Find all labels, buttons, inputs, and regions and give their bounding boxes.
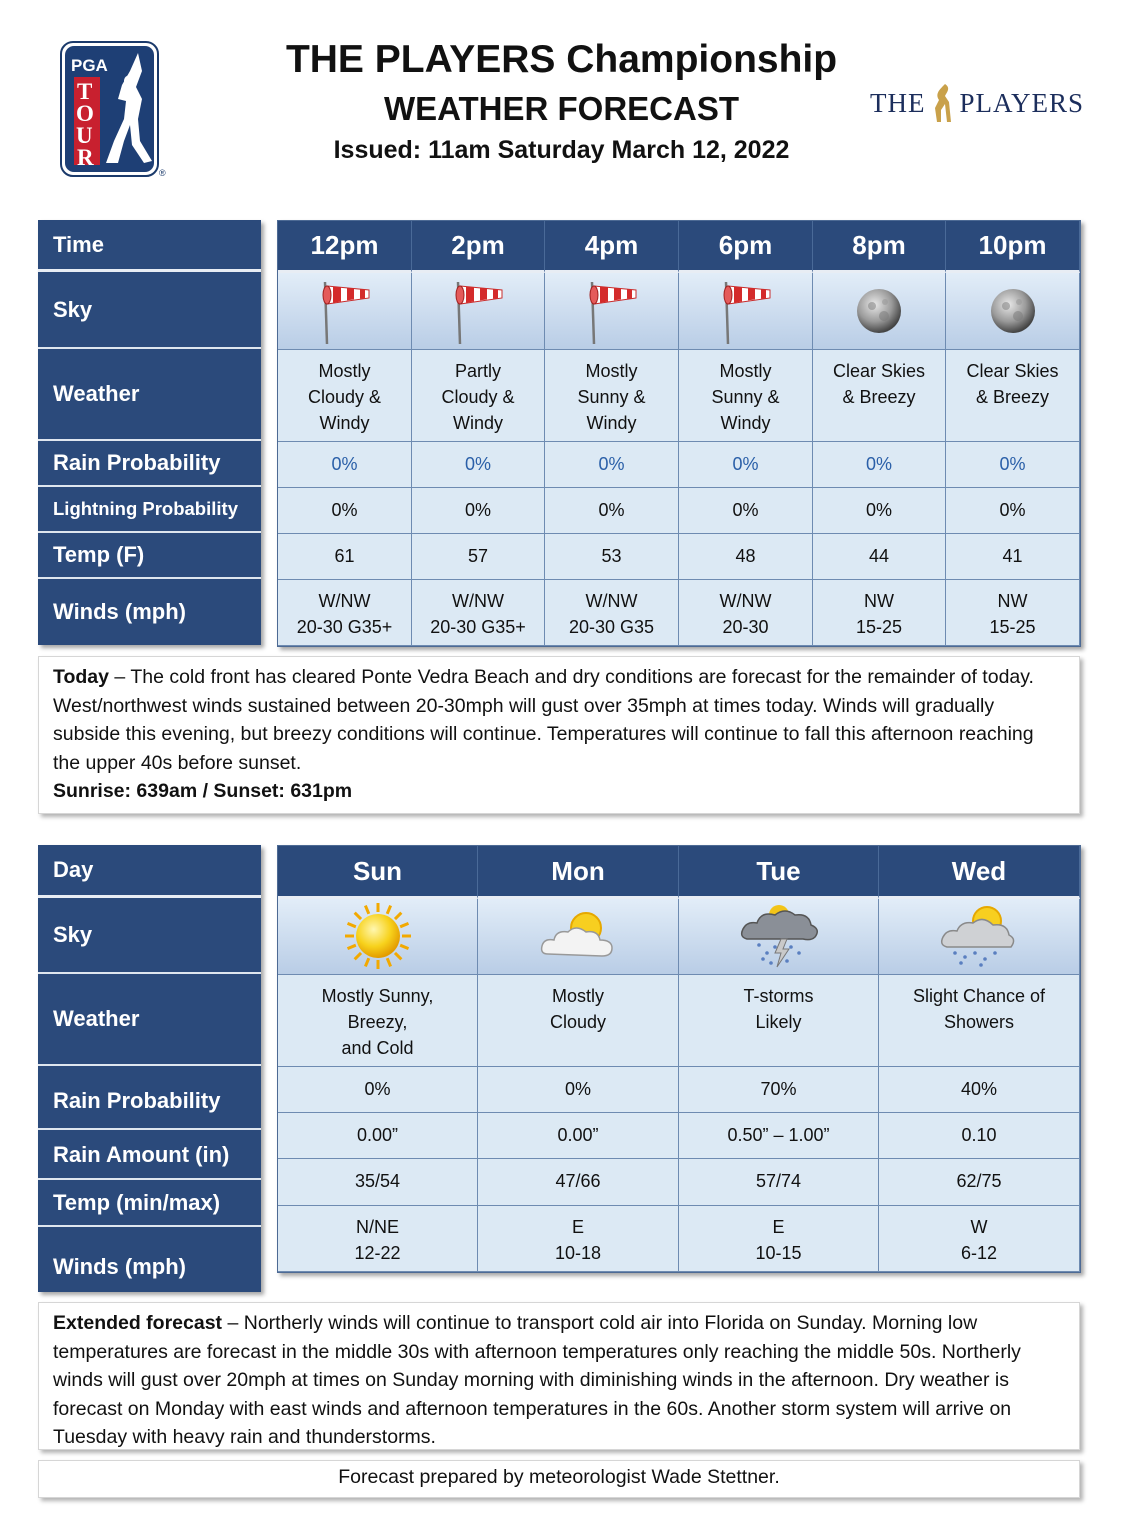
daily-header-Tue: Tue — [679, 846, 879, 899]
daily-temp-cell: 35/54 — [278, 1159, 478, 1206]
hourly-sky-cell — [545, 273, 679, 350]
issued-date: Issued: 11am Saturday March 12, 2022 — [333, 136, 790, 164]
hourly-lightning-cell: 0% — [545, 488, 679, 534]
daily-header-Mon: Mon — [478, 846, 679, 899]
hourly-sky-cell — [946, 273, 1080, 350]
daily-amount-cell: 0.50” – 1.00” — [679, 1113, 879, 1159]
hourly-temp-cell: 41 — [946, 534, 1080, 580]
daily-temp-cell: 57/74 — [679, 1159, 879, 1206]
hourly-winds-cell: W/NW 20-30 G35+ — [278, 580, 412, 646]
label-temp: Temp (F) — [38, 533, 261, 579]
hourly-header-2pm: 2pm — [412, 221, 545, 273]
hourly-sky-cell — [412, 273, 545, 350]
hourly-rain-cell: 0% — [679, 442, 813, 488]
label-lightning-probability: Lightning Probability — [38, 487, 261, 533]
page-title: THE PLAYERS Championship — [285, 38, 838, 81]
daily-sky-cell — [679, 899, 879, 975]
hourly-weather-cell: Clear Skies & Breezy — [946, 350, 1080, 442]
today-text: – The cold front has cleared Ponte Vedra Beach and dry conditions are forecast for the remainder of today. West/northwest winds sustained between 20-30mph will gust over 35mph at times today. Winds will gradually subside this evening, but breezy conditions will continue. Temperatures will continue to fall this afternoon reaching the upper 40s before sunset. — [53, 666, 1034, 774]
daily-amount-cell: 0.00” — [278, 1113, 478, 1159]
hourly-forecast-table — [277, 220, 1081, 647]
daily-header-Wed: Wed — [879, 846, 1080, 899]
label-winds: Winds (mph) — [53, 599, 186, 624]
today-summary — [38, 656, 1080, 814]
daily-temp-cell: 47/66 — [478, 1159, 679, 1206]
windsock-icon — [716, 278, 776, 351]
daily-amount-cell: 0.10 — [879, 1113, 1080, 1159]
hourly-sky-cell — [278, 273, 412, 350]
forecast-credit: Forecast prepared by meteorologist Wade Stettner. — [38, 1460, 1080, 1498]
extended-forecast — [38, 1302, 1080, 1450]
hourly-header-4pm: 4pm — [545, 221, 679, 273]
daily-winds-cell: W 6-12 — [879, 1206, 1080, 1272]
hourly-header-10pm: 10pm — [946, 221, 1080, 273]
daily-rain-cell: 0% — [478, 1067, 679, 1113]
daily-rain-cell: 40% — [879, 1067, 1080, 1113]
hourly-rain-cell: 0% — [545, 442, 679, 488]
registered-mark: ® — [159, 168, 166, 178]
hourly-lightning-cell: 0% — [412, 488, 545, 534]
hourly-header-8pm: 8pm — [813, 221, 946, 273]
daily-sky-cell — [879, 899, 1080, 975]
label-sky: Sky — [38, 272, 261, 349]
daily-winds-cell: N/NE 12-22 — [278, 1206, 478, 1272]
label-rain-probability: Rain Probability — [38, 441, 261, 487]
label-winds: Winds (mph) — [53, 1254, 186, 1279]
hourly-winds-cell: W/NW 20-30 — [679, 580, 813, 646]
pga-logo-text: PGA — [71, 56, 108, 75]
label-weather: Weather — [38, 974, 261, 1066]
hourly-sky-cell — [813, 273, 946, 350]
moon-icon — [854, 286, 904, 343]
thunderstorm-icon — [737, 901, 821, 978]
hourly-lightning-cell: 0% — [946, 488, 1080, 534]
hourly-winds-cell: W/NW 20-30 G35 — [545, 580, 679, 646]
hourly-weather-cell: Mostly Sunny & Windy — [545, 350, 679, 442]
daily-weather-cell: Slight Chance of Showers — [879, 975, 1080, 1067]
daily-sky-cell — [478, 899, 679, 975]
label-day: Day — [38, 845, 261, 898]
hourly-temp-cell: 53 — [545, 534, 679, 580]
golfer-icon — [925, 88, 959, 119]
extended-label: Extended forecast — [53, 1312, 223, 1334]
daily-header-Sun: Sun — [278, 846, 478, 899]
hourly-header-6pm: 6pm — [679, 221, 813, 273]
hourly-temp-cell: 44 — [813, 534, 946, 580]
daily-winds-cell: E 10-15 — [679, 1206, 879, 1272]
daily-rain-cell: 0% — [278, 1067, 478, 1113]
hourly-lightning-cell: 0% — [813, 488, 946, 534]
hourly-winds-cell: NW 15-25 — [946, 580, 1080, 646]
hourly-lightning-cell: 0% — [278, 488, 412, 534]
svg-text:TOUR: T O U R — [76, 79, 94, 170]
hourly-temp-cell: 61 — [278, 534, 412, 580]
daily-weather-cell: Mostly Cloudy — [478, 975, 679, 1067]
sunrise-sunset: Sunrise: 639am / Sunset: 631pm — [53, 780, 353, 802]
today-label: Today — [53, 666, 109, 688]
hourly-rain-cell: 0% — [412, 442, 545, 488]
hourly-rain-cell: 0% — [813, 442, 946, 488]
hourly-winds-cell: W/NW 20-30 G35+ — [412, 580, 545, 646]
players-logo-right: PLAYERS — [959, 88, 1085, 118]
hourly-weather-cell: Partly Cloudy & Windy — [412, 350, 545, 442]
sun-icon — [343, 901, 413, 978]
hourly-header-12pm: 12pm — [278, 221, 412, 273]
sun-shower-icon — [937, 901, 1021, 978]
hourly-lightning-cell: 0% — [679, 488, 813, 534]
moon-icon — [988, 286, 1038, 343]
label-sky: Sky — [38, 898, 261, 974]
sun-cloud-icon — [536, 906, 620, 973]
daily-temp-cell: 62/75 — [879, 1159, 1080, 1206]
label-temp-min-max: Temp (min/max) — [38, 1180, 261, 1227]
windsock-icon — [315, 278, 375, 351]
hourly-weather-cell: Clear Skies & Breezy — [813, 350, 946, 442]
label-time: Time — [38, 220, 261, 272]
hourly-weather-cell: Mostly Cloudy & Windy — [278, 350, 412, 442]
label-weather: Weather — [38, 349, 261, 441]
windsock-icon — [582, 278, 642, 351]
daily-weather-cell: Mostly Sunny, Breezy, and Cold — [278, 975, 478, 1067]
daily-forecast-table — [277, 845, 1081, 1273]
daily-amount-cell: 0.00” — [478, 1113, 679, 1159]
page-subtitle: WEATHER FORECAST — [383, 90, 740, 127]
hourly-weather-cell: Mostly Sunny & Windy — [679, 350, 813, 442]
label-rain-amount: Rain Amount (in) — [38, 1130, 261, 1180]
daily-sky-cell — [278, 899, 478, 975]
hourly-rain-cell: 0% — [278, 442, 412, 488]
hourly-rain-cell: 0% — [946, 442, 1080, 488]
daily-weather-cell: T-storms Likely — [679, 975, 879, 1067]
players-logo-left: THE — [870, 88, 926, 118]
hourly-temp-cell: 57 — [412, 534, 545, 580]
hourly-temp-cell: 48 — [679, 534, 813, 580]
windsock-icon — [448, 278, 508, 351]
extended-text: – Northerly winds will continue to transport cold air into Florida on Sunday. Morning low temperatures are forecast in the middle 30s with afternoon temperatures only reaching the middle 50s. Northerly winds will gust over 20mph at times on Sunday morning with diminishing winds in the afternoon. Dry weather is forecast on Monday with east winds and afternoon temperatures in the 60s. Another storm system will arrive on Tuesday with heavy rain and thunderstorms. — [53, 1312, 1021, 1448]
hourly-winds-cell: NW 15-25 — [813, 580, 946, 646]
daily-winds-cell: E 10-18 — [478, 1206, 679, 1272]
hourly-sky-cell — [679, 273, 813, 350]
daily-label-column — [38, 845, 261, 1292]
daily-rain-cell: 70% — [679, 1067, 879, 1113]
hourly-label-column — [38, 220, 261, 645]
the-players-logo — [870, 88, 1084, 119]
label-rain-probability: Rain Probability — [38, 1066, 261, 1130]
